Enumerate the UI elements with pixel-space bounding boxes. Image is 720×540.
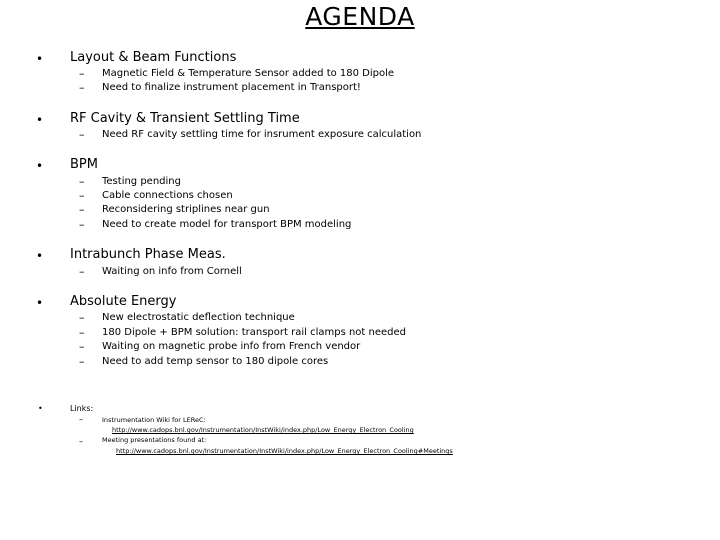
bullet: • xyxy=(36,249,44,263)
dash: – xyxy=(79,326,85,339)
page-title: AGENDA xyxy=(305,2,415,31)
list-item: Cable connections chosen xyxy=(102,190,233,201)
dash: – xyxy=(79,67,85,80)
dash: – xyxy=(79,128,85,141)
bullet: • xyxy=(36,296,44,310)
dash: – xyxy=(79,189,85,202)
dash: – xyxy=(79,311,85,324)
list-item: Waiting on magnetic probe info from French vendor xyxy=(102,341,361,352)
bullet: • xyxy=(36,113,44,127)
list-item: 180 Dipole + BPM solution: transport rail clamps not needed xyxy=(102,327,407,338)
dash: – xyxy=(79,203,85,216)
link-label: Meeting presentations found at: xyxy=(102,436,207,444)
list-item: Need RF cavity settling time for insrument exposure calculation xyxy=(102,129,422,140)
list-item: Waiting on info from Cornell xyxy=(102,266,242,277)
section-heading-bpm: BPM xyxy=(70,157,98,172)
section-heading-intrabunch: Intrabunch Phase Meas. xyxy=(70,247,226,262)
dash: – xyxy=(79,355,85,368)
list-item: Reconsidering striplines near gun xyxy=(102,204,270,215)
list-item: New electrostatic deflection technique xyxy=(102,312,295,323)
section-heading-rf-cavity: RF Cavity & Transient Settling Time xyxy=(70,111,300,126)
list-item: Testing pending xyxy=(102,176,181,187)
meetings-link[interactable]: http://www.cadops.bnl.gov/Instrumentation/InstWiki/index.php/Low_Energy_Electron_Cooling#Meetings xyxy=(116,447,453,455)
dash: – xyxy=(79,415,83,424)
dash: – xyxy=(79,340,85,353)
bullet: • xyxy=(36,52,44,66)
link-label: Instrumentation Wiki for LEReC: xyxy=(102,416,206,424)
dash: – xyxy=(79,175,85,188)
section-heading-layout: Layout & Beam Functions xyxy=(70,50,237,65)
section-heading-absolute-energy: Absolute Energy xyxy=(70,294,177,309)
dash: – xyxy=(79,218,85,231)
list-item: Need to add temp sensor to 180 dipole cores xyxy=(102,356,329,367)
list-item: Need to create model for transport BPM modeling xyxy=(102,219,352,230)
dash: – xyxy=(79,81,85,94)
dash: – xyxy=(79,265,85,278)
wiki-link[interactable]: http://www.cadops.bnl.gov/Instrumentation/InstWiki/index.php/Low_Energy_Electron_Cooling xyxy=(112,426,414,434)
links-heading: Links: xyxy=(70,404,94,413)
bullet: • xyxy=(38,404,43,413)
list-item: Need to finalize instrument placement in Transport! xyxy=(102,82,361,93)
list-item: Magnetic Field & Temperature Sensor added to 180 Dipole xyxy=(102,68,395,79)
bullet: • xyxy=(36,159,44,173)
dash: – xyxy=(79,437,83,446)
